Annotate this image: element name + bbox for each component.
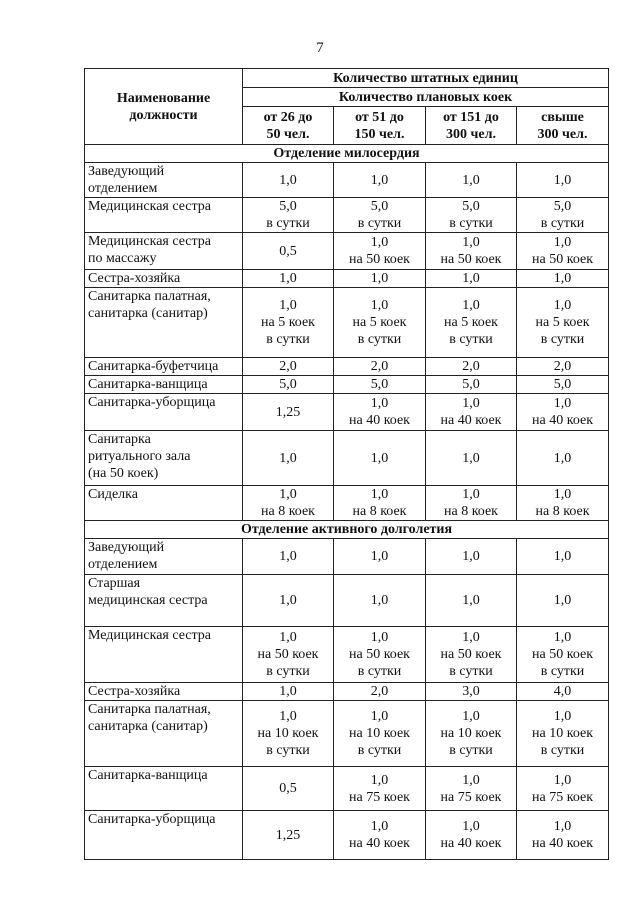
capacity-group-header	[517, 107, 609, 145]
staff-count-cell	[334, 811, 426, 860]
staff-count-cell	[517, 683, 609, 701]
staff-count-line: на 8 коек	[261, 504, 315, 519]
staff-count-line: 1,0	[553, 772, 572, 788]
staff-count-line: на 10 коек	[349, 726, 410, 741]
staff-count-line: на 40 коек	[349, 836, 410, 851]
staff-count-line: в сутки	[266, 216, 310, 231]
table-row	[85, 811, 609, 860]
position-name-line: Заведующий	[88, 540, 165, 555]
position-name	[85, 627, 243, 683]
table-row	[85, 376, 609, 394]
staff-count-line: 1,0	[553, 450, 572, 466]
staff-count-cell	[243, 701, 334, 767]
staff-count-cell	[426, 233, 517, 270]
position-name-line: медицинская сестра	[88, 593, 208, 608]
staff-count-line: 1,0	[553, 819, 572, 834]
staff-count-line: 1,0	[279, 487, 297, 502]
staff-count-line: на 50 коек	[257, 647, 319, 662]
position-name-line: санитарка (санитар)	[88, 719, 208, 734]
staff-count-cell	[517, 358, 609, 376]
staff-count-line: на 8 коек	[535, 504, 590, 519]
staff-count-line: 1,0	[462, 172, 480, 188]
staff-count-line: на 50 коек	[349, 647, 410, 662]
staff-count-cell	[517, 288, 609, 358]
header-line: 50 чел.	[266, 126, 310, 142]
staff-count-cell	[243, 198, 334, 233]
position-name-line: отделением	[88, 181, 158, 196]
position-name-line: по массажу	[88, 251, 157, 266]
position-name-line: Сиделка	[88, 487, 138, 502]
position-name-line: ритуального зала	[88, 449, 191, 464]
staff-count-cell	[334, 163, 426, 198]
staff-count-line: на 8 коек	[352, 504, 407, 519]
table-row	[85, 431, 609, 486]
staff-count-line: 1,0	[462, 709, 480, 724]
staff-count-line: в сутки	[449, 743, 493, 758]
staff-count-cell	[517, 575, 609, 627]
header-line: Наименование	[116, 90, 211, 106]
staff-count-line: 1,0	[462, 271, 480, 286]
position-name-line: отделением	[88, 557, 158, 572]
staff-count-cell	[243, 683, 334, 701]
staff-count-cell	[334, 701, 426, 767]
staff-count-line: 1,0	[279, 630, 297, 645]
staff-count-cell	[517, 701, 609, 767]
position-name	[85, 288, 243, 358]
position-name-line: Сестра-хозяйка	[88, 271, 181, 286]
staff-count-line: на 50 коек	[532, 252, 594, 267]
staff-count-line: 1,0	[370, 298, 389, 313]
table-row	[85, 358, 609, 376]
staff-count-line: на 50 коек	[532, 647, 594, 662]
staff-count-line: 1,0	[279, 593, 297, 608]
staff-count-line: 1,0	[553, 235, 572, 250]
position-name	[85, 394, 243, 431]
staff-count-line: на 75 коек	[440, 789, 502, 805]
position-name	[85, 198, 243, 233]
table-row	[85, 198, 609, 233]
staff-count-line: в сутки	[449, 664, 493, 679]
staff-count-line: в сутки	[266, 332, 310, 347]
staff-count-line: 1,0	[370, 487, 389, 502]
staff-count-line: 2,0	[370, 684, 389, 699]
staff-count-line: на 5 коек	[535, 315, 590, 330]
table-row	[85, 683, 609, 701]
staff-count-line: 1,0	[553, 549, 572, 564]
staff-count-cell	[426, 198, 517, 233]
staff-count-cell	[334, 627, 426, 683]
staff-count-line: 4,0	[553, 684, 572, 699]
position-name-line: Сестра-хозяйка	[88, 684, 181, 699]
position-name-line: санитарка (санитар)	[88, 306, 208, 321]
position-name-line: Медицинская сестра	[88, 199, 212, 214]
position-name-line: Медицинская сестра	[88, 628, 212, 643]
staff-count-line: 1,0	[279, 684, 297, 699]
staff-count-line: 1,0	[462, 549, 480, 564]
staff-count-cell	[243, 539, 334, 575]
staff-count-cell	[243, 627, 334, 683]
staff-count-line: 1,0	[462, 450, 480, 466]
staff-count-line: 0,5	[279, 781, 297, 796]
position-name-line: Медицинская сестра	[88, 234, 212, 249]
staff-count-line: 1,0	[279, 298, 297, 313]
staff-count-line: 1,0	[279, 172, 297, 188]
staff-count-cell	[426, 767, 517, 811]
staff-count-line: 1,0	[462, 630, 480, 645]
staff-count-cell	[334, 376, 426, 394]
staff-count-cell	[334, 394, 426, 431]
staff-count-line: в сутки	[540, 332, 585, 347]
staff-count-cell	[243, 376, 334, 394]
staff-count-line: 0,5	[279, 243, 297, 259]
position-name	[85, 431, 243, 486]
staff-count-line: 1,0	[462, 772, 480, 788]
staff-count-cell	[426, 376, 517, 394]
staff-count-line: на 40 коек	[532, 836, 594, 851]
staff-count-line: на 10 коек	[257, 726, 319, 741]
staff-count-cell	[334, 198, 426, 233]
staff-count-line: на 50 коек	[440, 647, 502, 662]
staff-count-line: 1,0	[462, 593, 480, 608]
staff-count-line: 1,0	[462, 396, 480, 411]
staff-count-line: 5,0	[462, 199, 480, 214]
table-body	[85, 145, 609, 860]
position-name-line: Заведующий	[88, 164, 165, 179]
staff-count-line: 1,0	[553, 709, 572, 724]
staff-count-cell	[426, 811, 517, 860]
table-row	[85, 163, 609, 198]
staff-count-line: на 10 коек	[440, 726, 502, 741]
header-line: свыше	[541, 109, 584, 125]
position-name-line: Санитарка-ванщица	[88, 377, 208, 392]
table-row	[85, 288, 609, 358]
staff-count-cell	[426, 683, 517, 701]
beds-header: Количество плановых коек	[243, 88, 609, 107]
staff-count-cell	[517, 431, 609, 486]
staff-count-cell	[517, 627, 609, 683]
position-name	[85, 701, 243, 767]
staff-count-line: 1,0	[279, 450, 297, 466]
staff-count-line: 1,0	[553, 630, 572, 645]
staff-count-line: 1,0	[370, 819, 389, 834]
staff-count-line: 1,0	[553, 298, 572, 313]
staff-count-line: 1,25	[275, 404, 301, 420]
staff-count-line: 1,0	[370, 235, 389, 250]
position-name	[85, 767, 243, 811]
position-name	[85, 486, 243, 521]
staff-count-line: 5,0	[370, 377, 389, 392]
staff-count-line: 1,0	[370, 396, 389, 411]
staff-count-line: в сутки	[449, 216, 493, 231]
staff-count-cell	[334, 767, 426, 811]
staff-count-line: на 50 коек	[440, 252, 502, 267]
staff-count-line: на 40 коек	[532, 413, 594, 428]
section-title: Отделение милосердия	[85, 145, 609, 163]
table-row	[85, 767, 609, 811]
section-row	[85, 145, 609, 163]
staff-count-line: 5,0	[462, 377, 480, 392]
position-name-line: Санитарка палатная,	[88, 289, 211, 304]
staff-count-line: в сутки	[357, 743, 402, 758]
staff-count-cell	[243, 431, 334, 486]
staff-count-cell	[517, 198, 609, 233]
staff-count-cell	[426, 431, 517, 486]
position-name-line: Санитарка-уборщица	[88, 812, 216, 827]
staff-count-line: 1,0	[370, 549, 389, 564]
staff-count-line: на 40 коек	[440, 836, 502, 851]
staff-count-line: 1,0	[462, 819, 480, 834]
staff-count-line: в сутки	[449, 332, 493, 347]
staff-count-line: на 5 коек	[261, 315, 315, 330]
staff-count-cell	[334, 683, 426, 701]
position-name-line: Санитарка-ванщица	[88, 768, 208, 783]
staff-count-line: 5,0	[279, 199, 297, 214]
staff-count-line: 1,0	[370, 593, 389, 608]
staff-count-line: 2,0	[553, 359, 572, 374]
staff-count-line: 1,0	[553, 396, 572, 411]
staff-count-cell	[426, 486, 517, 521]
staff-count-line: 2,0	[370, 359, 389, 374]
header-line: 300 чел.	[537, 126, 588, 142]
staff-count-cell	[517, 394, 609, 431]
staff-count-cell	[517, 376, 609, 394]
staff-count-line: на 40 коек	[440, 413, 502, 428]
position-name	[85, 270, 243, 288]
staff-count-cell	[426, 627, 517, 683]
staff-count-line: 1,0	[553, 487, 572, 502]
staff-count-cell	[334, 270, 426, 288]
staff-count-cell	[517, 163, 609, 198]
staff-count-line: 1,0	[279, 271, 297, 286]
position-name-line: Санитарка палатная,	[88, 702, 211, 717]
staff-count-cell	[243, 163, 334, 198]
staff-count-cell	[426, 539, 517, 575]
staff-count-line: 1,0	[462, 298, 480, 313]
staff-count-cell	[334, 575, 426, 627]
staff-count-line: 5,0	[553, 377, 572, 392]
position-name	[85, 233, 243, 270]
staff-count-cell	[243, 288, 334, 358]
table-row	[85, 270, 609, 288]
staff-count-cell	[517, 539, 609, 575]
staff-count-line: 2,0	[279, 359, 297, 374]
units-header: Количество штатных единиц	[243, 69, 609, 88]
header-line: от 51 до	[355, 109, 404, 125]
staff-count-line: на 8 коек	[444, 504, 498, 519]
page-number: 7	[316, 40, 324, 56]
staff-count-cell	[243, 270, 334, 288]
staff-count-line: 1,0	[553, 172, 572, 188]
table-header	[85, 69, 609, 145]
staff-count-cell	[517, 270, 609, 288]
table-row	[85, 539, 609, 575]
staff-count-line: 1,0	[279, 549, 297, 564]
staff-count-line: 1,0	[370, 772, 389, 788]
staff-count-line: на 75 коек	[349, 789, 410, 805]
staff-count-line: 1,0	[462, 487, 480, 502]
staff-count-line: 3,0	[462, 684, 480, 699]
staff-count-cell	[334, 539, 426, 575]
staff-count-line: 5,0	[279, 377, 297, 392]
header-line: 300 чел.	[446, 126, 496, 142]
staff-count-line: на 5 коек	[444, 315, 498, 330]
position-name	[85, 163, 243, 198]
staff-count-cell	[243, 394, 334, 431]
staff-count-cell	[517, 767, 609, 811]
table-row	[85, 701, 609, 767]
table-row	[85, 486, 609, 521]
staff-count-cell	[426, 394, 517, 431]
staff-count-line: 1,0	[462, 235, 480, 250]
staff-count-line: 1,0	[370, 172, 389, 188]
capacity-group-header	[243, 107, 334, 145]
header-line: от 151 до	[443, 109, 499, 125]
staff-count-line: на 75 коек	[532, 789, 594, 805]
staff-count-cell	[517, 811, 609, 860]
staff-count-cell	[243, 486, 334, 521]
staff-count-line: 5,0	[370, 199, 389, 214]
staff-count-line: 1,0	[370, 630, 389, 645]
staff-count-line: в сутки	[540, 216, 585, 231]
staff-count-cell	[243, 767, 334, 811]
table-row	[85, 394, 609, 431]
staff-count-line: на 5 коек	[352, 315, 407, 330]
staff-count-line: 1,0	[370, 271, 389, 286]
staff-count-cell	[334, 486, 426, 521]
position-name-line: Старшая	[88, 576, 141, 591]
staff-count-line: 1,0	[370, 450, 389, 466]
staff-count-line: в сутки	[357, 664, 402, 679]
staff-count-cell	[334, 358, 426, 376]
staff-count-line: в сутки	[357, 332, 402, 347]
staff-count-cell	[426, 358, 517, 376]
staff-count-cell	[334, 431, 426, 486]
staff-count-cell	[243, 358, 334, 376]
position-name	[85, 539, 243, 575]
header-line: от 26 до	[263, 109, 313, 125]
position-name-line: Санитарка	[88, 432, 151, 447]
section-row	[85, 521, 609, 539]
staffing-table	[84, 68, 609, 860]
staff-count-line: на 10 коек	[532, 726, 594, 741]
staff-count-line: 1,0	[370, 709, 389, 724]
staff-count-line: 2,0	[462, 359, 480, 374]
staff-count-cell	[243, 811, 334, 860]
header-line: должности	[129, 107, 198, 123]
staff-count-cell	[334, 233, 426, 270]
staff-count-line: в сутки	[357, 216, 402, 231]
table-row	[85, 233, 609, 270]
staff-count-cell	[517, 233, 609, 270]
staff-count-line: в сутки	[540, 743, 585, 758]
staff-count-cell	[426, 288, 517, 358]
staff-count-cell	[426, 270, 517, 288]
position-column-header	[85, 69, 243, 145]
staff-count-cell	[426, 701, 517, 767]
table-row	[85, 627, 609, 683]
staff-count-line: в сутки	[540, 664, 585, 679]
staff-count-cell	[243, 233, 334, 270]
capacity-group-header	[426, 107, 517, 145]
staff-count-line: в сутки	[266, 664, 310, 679]
capacity-group-header	[334, 107, 426, 145]
staff-count-cell	[517, 486, 609, 521]
position-name	[85, 683, 243, 701]
staff-count-cell	[426, 575, 517, 627]
staff-count-line: в сутки	[266, 743, 310, 758]
staff-count-line: 1,25	[275, 827, 301, 843]
position-name	[85, 376, 243, 394]
table-row	[85, 575, 609, 627]
staff-count-cell	[243, 575, 334, 627]
position-name-line: Санитарка-буфетчица	[88, 359, 219, 374]
section-title: Отделение активного долголетия	[85, 521, 609, 539]
position-name-line: (на 50 коек)	[88, 466, 159, 481]
staff-count-line: 1,0	[553, 593, 572, 608]
header-line: 150 чел.	[354, 126, 405, 142]
position-name	[85, 811, 243, 860]
staff-count-line: на 40 коек	[349, 413, 410, 428]
staff-count-cell	[334, 288, 426, 358]
position-name	[85, 358, 243, 376]
staff-count-line: 1,0	[279, 709, 297, 724]
staff-count-line: 5,0	[553, 199, 572, 214]
staff-count-line: на 50 коек	[349, 252, 410, 267]
staff-count-cell	[426, 163, 517, 198]
position-name-line: Санитарка-уборщица	[88, 395, 216, 410]
staff-count-line: 1,0	[553, 271, 572, 286]
position-name	[85, 575, 243, 627]
